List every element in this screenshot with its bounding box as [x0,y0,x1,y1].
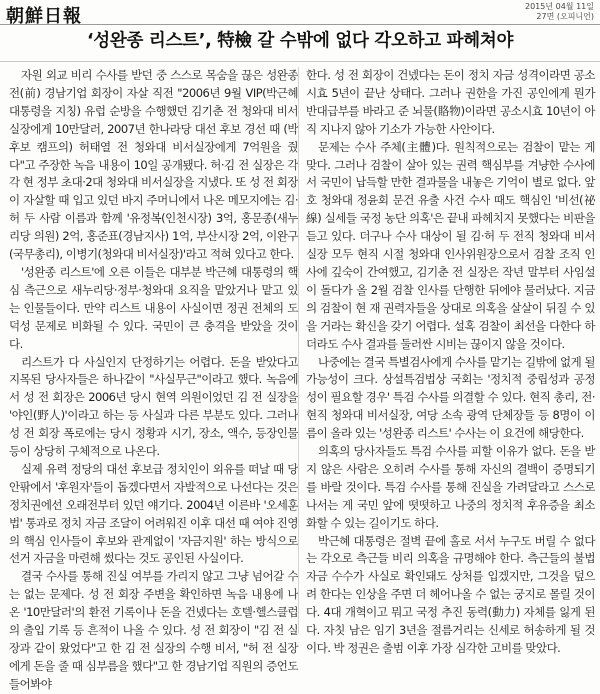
editorial-headline: ‘성완종 리스트’, 特檢 갈 수밖에 없다 각오하고 파헤쳐야 [86,31,514,51]
column-divider [298,67,299,633]
masthead [0,0,600,25]
paragraph: 박근혜 대통령은 절벽 끝에 홀로 서서 누구도 버릴 수 없다는 각오로 측근들 비리 의혹을 규명해야 한다. 측근들의 불법 자금 수수가 사실로 확인돼도 상처를 입겠지만, 그것을 덮으려 한다는 인상을 주면 더 헤어나올 수 없는 궁지로 몰릴 것이다. 4대 개혁이고 뭐고 국정 추진 동력(動力) 자체를 잃게 된다. 자칫 남은 임기 3년을 절름거리는 신세로 허송하게 될 것이다. 박 정권은 출범 이후 가장 심각한 고비를 맞았다. [306,533,595,655]
paragraph: '성완종 리스트'에 오른 이들은 대부분 박근혜 대통령의 핵심 측근으로 새누리당·정부·청와대 요직을 맡았거나 맡고 있는 인물들이다. 만약 리스트 내용이 사실이면 정권 전체의 도덕성 문제로 비화될 수 있다. 국민이 큰 충격을 받았을 것이다. [9,264,298,351]
issue-date: 2015년 04월 11일 [525,2,594,11]
paragraph: 한다. 성 전 회장이 건넸다는 돈이 정치 자금 성격이라면 공소시효 5년이 끝난 상태다. 그러나 권한을 가진 공인에게 뭔가 반대급부를 바라고 준 뇌물(賂物)이라면 공소시효 10년이 아직 지나지 않아 기소가 가능한 사안이다. [306,68,595,136]
page-section: 27면 (오피니언) [536,12,594,21]
paragraph: 문제는 수사 주체(主體)다. 원칙적으로는 검찰이 맡는 게 맞다. 그러나 검찰이 살아 있는 권력 핵심부를 겨냥한 수사에서 국민이 납득할 만한 결과물을 내놓은 기억이 별로 없다. 앞 호 청와대 정윤회 문건 유출 사건 수사 때도 핵심인 '비선(祕線) 실세들 국정 농단 의혹'은 끝내 파헤치지 못했다는 비판을 듣고 있다. 더구나 수사 대상이 될 김·허 두 전직 청와대 비서실장 모두 현직 시절 청와대 인사위원장으로서 검찰 조직 인사에 깊숙이 간여했고, 김기춘 전 실장은 작년 말부터 사임설이 돌다가 올 2월 검찰 인사를 단행한 뒤에야 물러났다. 지금의 검찰이 현 재 권력자들을 상대로 의혹을 살살이 뒤질 수 있을 거라는 확신을 갖기 어렵다. 설혹 검찰이 최선을 다한다 하더라도 수사 결과를 둘러싼 시비는 끊이지 않을 것이다. [306,139,595,351]
left-column [9,67,298,691]
headline-rule [0,61,600,62]
right-column [306,67,595,655]
paragraph: 자원 외교 비리 수사를 받던 중 스스로 목숨을 끊은 성완종 전(前) 경남기업 회장이 자살 직전 "2006년 9월 VIP(박근혜 대통령을 지칭) 유럽 순방을 수행했던 김기춘 전 청와대 비서실장에게 10만달러, 2007년 한나라당 대선 후보 경선 때 (박 후보 캠프의) 허태열 전 청와대 비서실장에게 7억원을 줬다"고 주장한 녹음 내용이 10일 공개됐다. 허·김 전 실장은 각각 현 정부 초대·2대 청와대 비서실장을 지냈다. 또 성 전 회장이 자살할 때 입고 있던 바지 주머니에서 나온 메모지에는 김·허 두 사람 이름과 함께 '유정복(인천시장) 3억, 홍문종(새누리당 의원) 2억, 홍준표(경남지사) 1억, 부산시장 2억, 이완구(국무총리), 이병기(청와대 비서실장)'라고 적혀 있다고 한다. [9,68,298,262]
paragraph: 의혹의 당사자들도 특검 수사를 피할 이유가 없다. 돈을 받지 않은 사람은 오히려 수사를 통해 자신의 결백이 증명되기를 바랄 것이다. 특검 수사를 통해 진실을 가려달라고 스스로 나서는 게 국민 앞에 떳떳하고 나중의 정치적 후유증을 최소화할 수 있는 길이기도 하다. [306,444,595,530]
paragraph: 나중에는 결국 특별검사에게 수사를 맡기는 길밖에 없게 될 가능성이 크다. 상설특검법상 국회는 '정치적 중립성과 공정성이 필요할 경우' 특검 수사를 의결할 수 있다. 현직 총리, 전·현직 청와대 비서실장, 여당 소속 광역 단체장들 등 8명이 이름이 올라 있는 '성완종 리스트' 수사는 이 요건에 해당한다. [306,354,595,441]
dateline [525,2,594,22]
paragraph: 리스트가 다 사실인지 단정하기는 어렵다. 돈을 받았다고 지목된 당사자들은 하나같이 "사실무근"이라고 했다. 녹음에서 성 전 회장은 2006년 당시 현역 의원이었던 김 전 실장을 '야인(野人)'이라고 하는 등 사실과 다른 부분도 있다. 그러나 성 전 회장 폭로에는 당시 정황과 시기, 장소, 액수, 등장인물 등이 상당히 구체적으로 나온다. [9,354,298,459]
newspaper-logo: 朝鮮日報 [6,6,82,27]
paragraph: 실제 유력 정당의 대선 후보급 정치인이 외유를 떠날 때 당 안팎에서 '후원자'들이 돕겠다면서 자발적으로 나선다는 것은 정치권에선 오래전부터 있던 얘기다. 2004년 이른바 '오세훈법' 통과로 정치 자금 조달이 어려워진 이후 대선 때 여야 진영의 핵심 인사들이 후보와 관계없이 '자금지원' 하는 방식으로 선거 자금을 마련해 썼다는 것도 공인된 사실이다. [9,461,298,566]
paragraph: 결국 수사를 통해 진실 여부를 가리지 않고 그냥 넘어갈 수는 없는 문제다. 성 전 회장 주변을 확인하면 녹음 내용에 나온 '10만달러'의 환전 기록이나 돈을 건넸다는 호텔·헬스클럽의 출입 기록 등 흔적이 나올 수 있다. 성 전 회장이 "김 전 실장과 같이 왔었다"고 한 김 전 실장의 수행 비서, "허 전 실장에게 돈을 줄 때 심부름을 했다"고 한 경남기업 직원의 증언도 들어봐야 [9,569,298,691]
